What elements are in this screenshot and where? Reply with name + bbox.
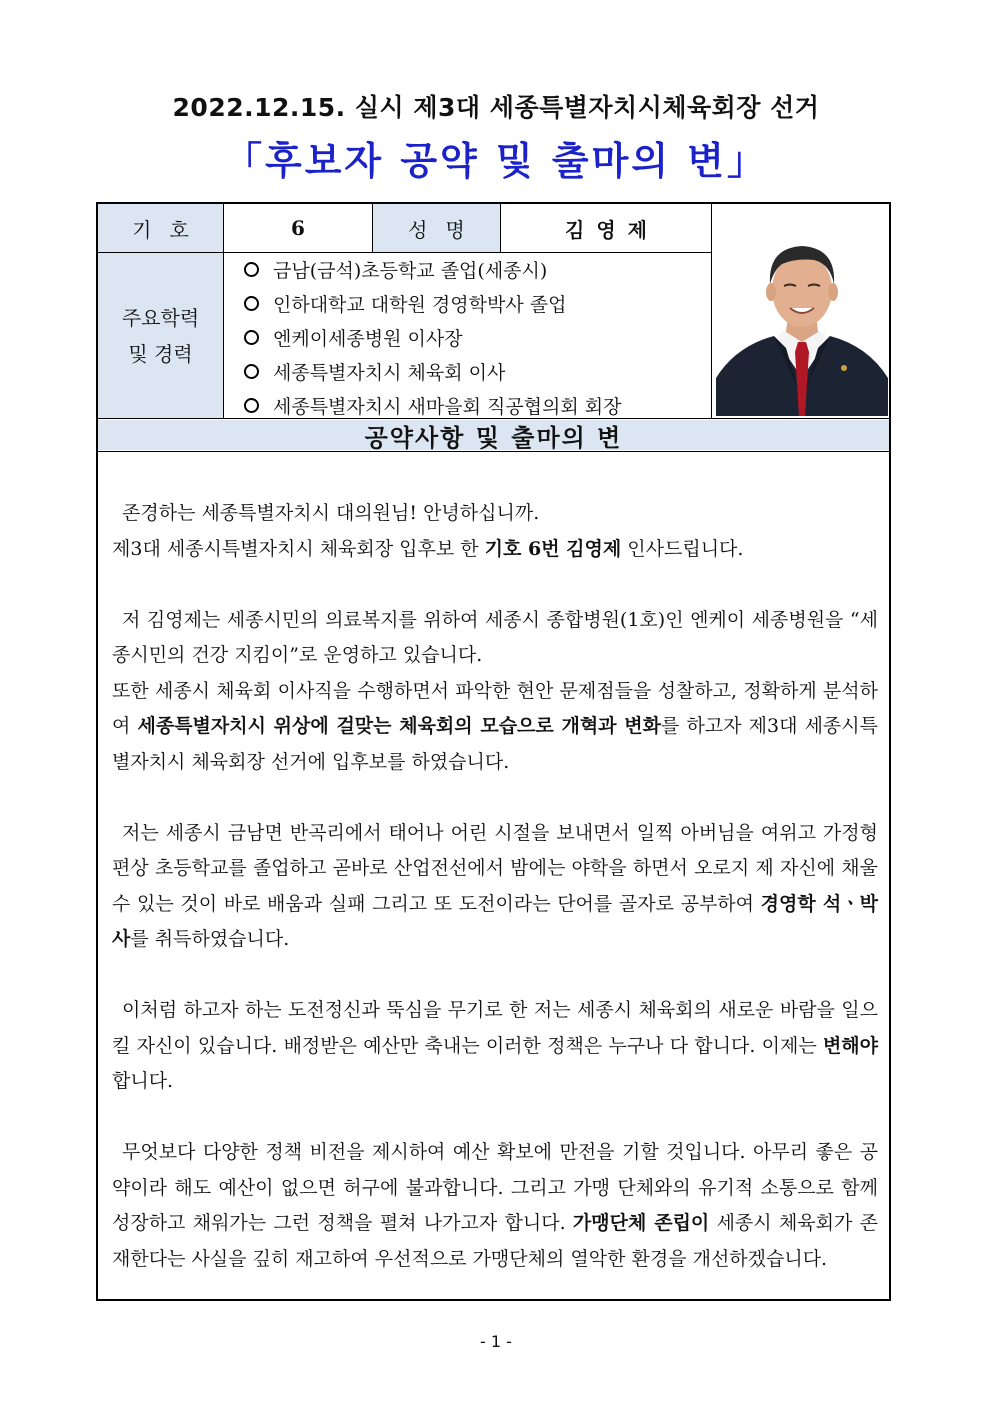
candidate-name: 김영제 — [565, 217, 659, 242]
paragraph-personal-history: 저는 세종시 금남면 반곡리에서 태어나 어린 시절을 보내면서 일찍 아버님을 여위고 가정형편상 초등학교를 졸업하고 곧바로 산업전선에서 밤에는 야학을 하면서 오로지 제 자신에 채울 수 있는 것이 바로 배움과 실패 그리고 또 도전이라는 단어를 골자로 공부하여 경영학 석ㆍ박사를 취득하였습니다. — [112, 821, 878, 950]
name-value-cell — [501, 204, 711, 252]
candidate-photo — [716, 228, 888, 416]
symbol-label: 기호 — [132, 217, 207, 242]
circle-bullet-icon — [244, 330, 259, 345]
symbol-label-cell — [98, 204, 223, 252]
list-item: 엔케이세종병원 이사장 — [236, 320, 716, 354]
paragraph-greeting: 존경하는 세종특별자치시 대의원님! 안녕하십니까. 제3대 세종시특별자치시 체육회장 입후보 한 기호 6번 김영제 인사드립니다. — [112, 502, 744, 560]
name-label-cell — [373, 204, 500, 252]
list-item: 세종특별자치시 새마을회 직공협의회 회장 — [236, 388, 716, 422]
circle-bullet-icon — [244, 364, 259, 379]
career-label-cell — [98, 253, 223, 418]
circle-bullet-icon — [244, 398, 259, 413]
candidate-table — [96, 202, 891, 1301]
symbol-value: 6 — [291, 216, 305, 240]
symbol-value-cell — [224, 204, 372, 252]
circle-bullet-icon — [244, 262, 259, 277]
page-number: - 1 - — [480, 1332, 512, 1351]
career-label-line2: 및 경력 — [128, 341, 193, 366]
list-item: 인하대학교 대학원 경영학박사 졸업 — [236, 286, 716, 320]
candidate-portrait-icon — [716, 228, 888, 416]
paragraph-background: 저 김영제는 세종시민의 의료복지를 위하여 세종시 종합병원(1호)인 엔케이 세종병원을 “세종시민의 건강 지킴이”로 운영하고 있습니다. 또한 세종시 체육회 이사직을 수행하면서 파악한 현안 문제점들을 성찰하고, 정확하게 분석하여 세종특별자치시 위상에 걸맞는 체육회의 모습으로 개혁과 변화를 하고자 제3대 세종시특별자치시 체육회장 선거에 입후보를 하였습니다. — [112, 608, 878, 773]
paragraph-policy: 무엇보다 다양한 정책 비전을 제시하여 예산 확보에 만전을 기할 것입니다. 아무리 좋은 공약이라 해도 예산이 없으면 허구에 불과합니다. 그리고 가맹 단체와의 유기적 소통으로 함께 성장하고 채워가는 그런 정책을 펼쳐 나가고자 합니다. 가맹단체 존립이 세종시 체육회가 존재한다는 사실을 깊히 재고하여 우선적으로 가맹단체의 열악한 환경을 개선하겠습니다. — [112, 1141, 879, 1270]
career-label-line1: 주요학력 — [121, 305, 200, 330]
section-title: 공약사항 및 출마의 변 — [98, 420, 889, 450]
document-title: 「후보자 공약 및 출마의 변」 — [224, 139, 768, 183]
career-list — [236, 252, 716, 422]
list-item: 세종특별자치시 체육회 이사 — [236, 354, 716, 388]
name-label: 성명 — [408, 217, 483, 242]
circle-bullet-icon — [244, 296, 259, 311]
election-title: 2022.12.15. 실시 제3대 세종특별자치시체육회장 선거 — [172, 93, 820, 122]
statement-body — [112, 496, 878, 1277]
paragraph-resolve: 이처럼 하고자 하는 도전정신과 뚝심을 무기로 한 저는 세종시 체육회의 새로운 바람을 일으킬 자신이 있습니다. 배정받은 예산만 축내는 이러한 정책은 누구나 다 합니다. 이제는 변해야 합니다. — [112, 999, 878, 1092]
list-item: 금남(금석)초등학교 졸업(세종시) — [236, 252, 716, 286]
